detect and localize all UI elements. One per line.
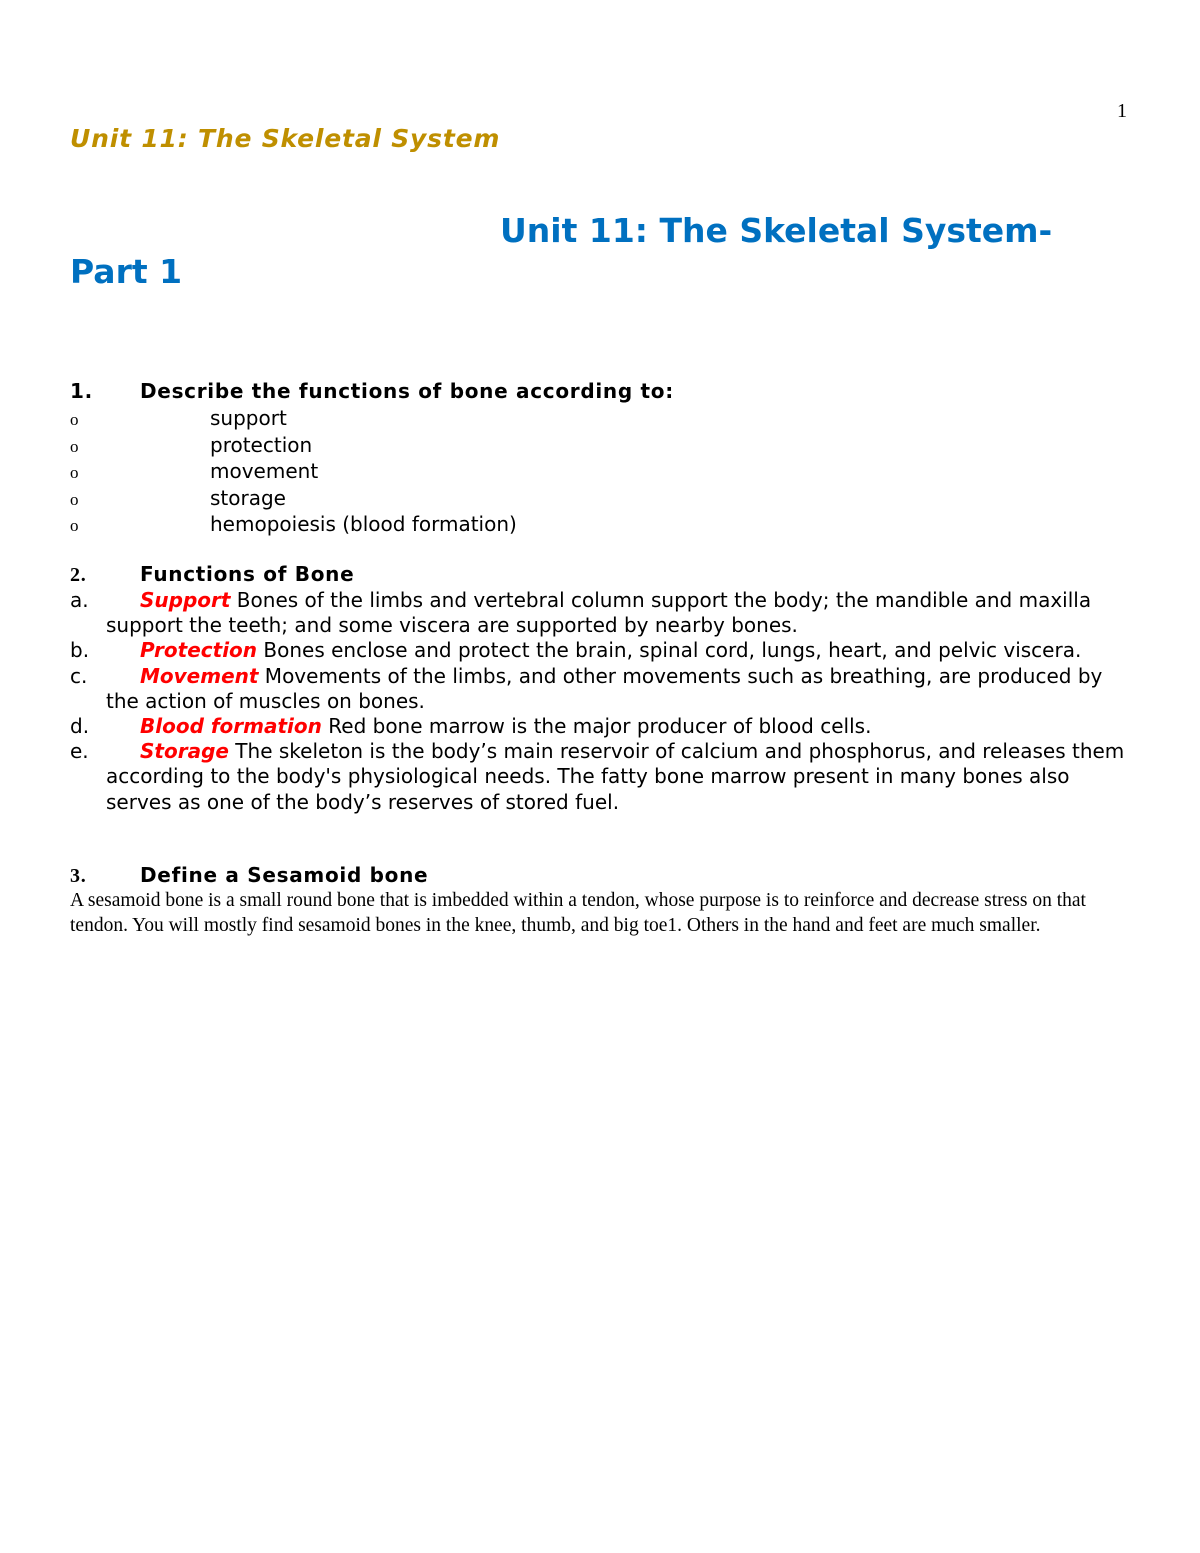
list-item [70,588,1130,638]
list-item-letter: a. [70,588,89,612]
question-3-text: Define a Sesamoid bone [140,863,429,887]
function-description: Bones enclose and protect the brain, spinal cord, lungs, heart, and pelvic viscera. [257,638,1082,663]
question-3-heading [70,863,428,888]
bullet-marker: o [70,436,79,456]
list-item [70,714,1130,739]
function-term: Protection [140,638,258,663]
function-term: Blood formation [140,714,322,739]
main-title-line-2: Part 1 [70,252,183,291]
list-item [70,485,517,512]
running-title: Unit 11: The Skeletal System [70,124,501,153]
bullet-marker: o [70,410,79,429]
bullet-marker: o [70,489,79,509]
main-title [70,210,1160,292]
bone-function-bullet-list [70,405,517,538]
sesamoid-bone-answer: A sesamoid bone is a small round bone that is imbedded within a tendon, whose purpose is to reinforce and decrease stress on that tendon. You will mostly find sesamoid bones in the knee, thumb, and big toe1. Others in the hand and feet are much smaller. [70,890,1086,937]
list-item-text: support [210,406,287,430]
list-item [70,511,517,538]
function-description: Movements of the limbs, and other movements such as breathing, are produced by the action of muscles on bones. [106,663,1103,713]
question-1-text: Describe the functions of bone according to: [140,379,674,403]
bullet-marker: o [70,463,79,482]
list-item [70,405,517,432]
list-item-text: protection [210,432,313,457]
list-item-text: movement [210,459,319,483]
question-2-heading [70,562,354,587]
list-item [70,739,1130,815]
function-term: Support [140,588,231,612]
list-item-text: storage [210,485,286,510]
function-description: Bones of the limbs and vertebral column support the body; the mandible and maxilla support the teeth; and some viscera are supported by nearby bones. [106,588,1092,638]
function-description: Red bone marrow is the major producer of blood cells. [321,714,872,739]
list-item [70,458,517,485]
list-item [70,638,1130,663]
question-3-number: 3. [70,865,87,887]
question-2-number: 2. [70,564,87,586]
list-item-text: hemopoiesis (blood formation) [210,512,517,536]
page-number: 1 [1117,100,1127,122]
function-term: Movement [140,663,259,688]
question-1-number: 1. [70,379,93,403]
list-item-letter: b. [70,638,90,663]
function-term: Storage [140,739,229,764]
bullet-marker: o [70,516,79,535]
list-item [70,664,1130,714]
list-item-letter: e. [70,739,89,764]
question-1-heading [70,379,674,403]
functions-of-bone-list [70,588,1130,815]
list-item-letter: c. [70,663,88,688]
list-item [70,432,517,459]
main-title-line-1: Unit 11: The Skeletal System- [500,211,1053,250]
question-2-text: Functions of Bone [140,562,355,586]
function-description: The skeleton is the body’s main reservoir of calcium and phosphorus, and releases them according to the body's physiological needs. The fatty bone marrow present in many bones also serves as one of the body’s reserves of stored fuel. [106,739,1125,814]
list-item-letter: d. [70,714,90,739]
